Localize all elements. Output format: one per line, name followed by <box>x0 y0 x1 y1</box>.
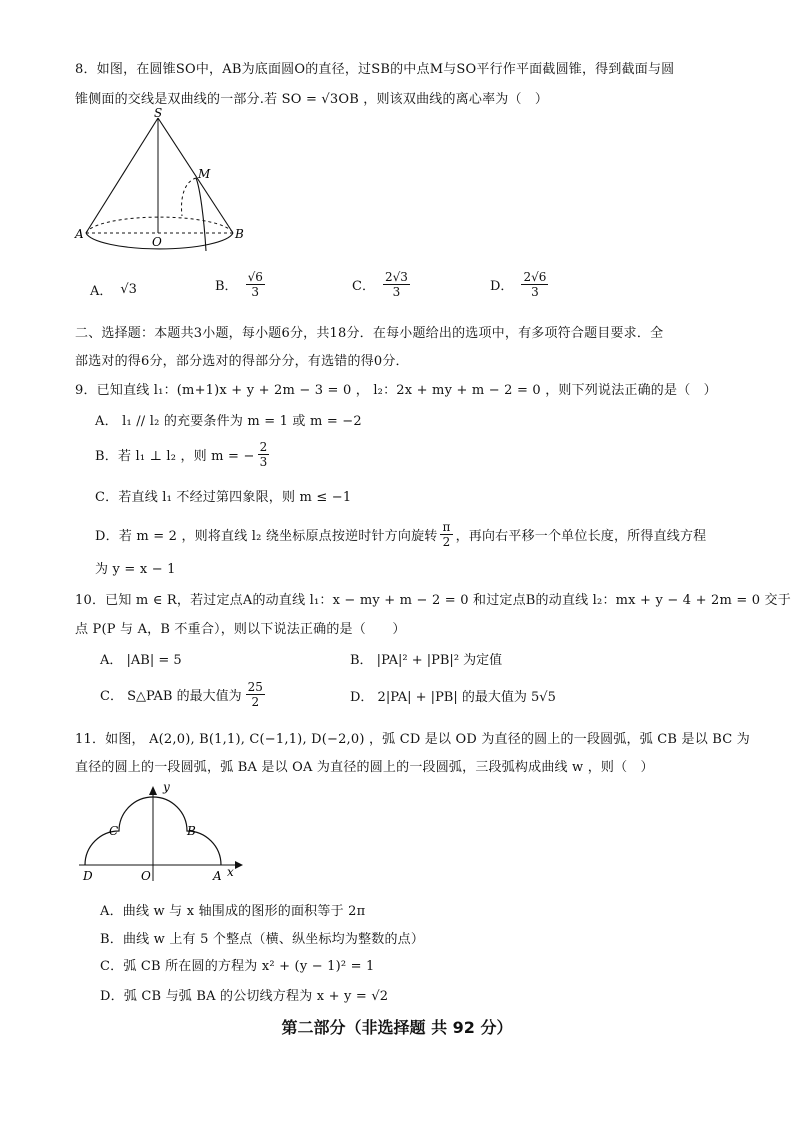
q8-option-c[interactable] <box>352 270 410 299</box>
q11-option-c[interactable]: C．弧 CB 所在圆的方程为 x² + (y − 1)² = 1 <box>100 959 375 974</box>
q11-option-b[interactable]: B．曲线 w 上有 5 个整点（横、纵坐标均为整数的点） <box>100 932 425 947</box>
q8-option-a[interactable] <box>90 280 137 299</box>
q9-option-d[interactable] <box>95 520 706 549</box>
q9-option-b-num: 2 <box>259 440 268 454</box>
q10-options-row1 <box>100 649 660 671</box>
q9-option-a[interactable]: A． l₁ // l₂ 的充要条件为 m = 1 或 m = −2 <box>95 414 362 429</box>
q11-stem-line1: 11．如图， A(2,0), B(1,1), C(−1,1), D(−2,0) ，弧 CD 是以 OD 为直径的圆上的一段圆弧，弧 CB 是以 BC 为 <box>75 732 750 747</box>
label-A: A <box>213 869 222 883</box>
q11-option-d[interactable]: D．弧 CB 与弧 BA 的公切线方程为 x + y = √2 <box>100 989 389 1004</box>
label-B: B <box>187 824 196 838</box>
label-y: y <box>163 783 170 794</box>
q8-option-c-frac <box>383 270 410 299</box>
q10-stem-line1: 10．已知 m ∈ R，若过定点A的动直线 l₁：x − my + m − 2 = 0 和过定点B的动直线 l₂：mx + y − 4 + 2m = 0 交于 <box>75 593 791 608</box>
q10-option-a[interactable]: A． |AB| = 5 <box>100 653 182 668</box>
section2-line1: 二、选择题：本题共3小题，每小题6分，共18分．在每小题给出的选项中，有多项符合题目要求．全 <box>75 326 664 341</box>
q11-stem-line2: 直径的圆上的一段圆弧，弧 BA 是以 OA 为直径的圆上的一段圆弧，三段弧构成曲线 w ，则（ ） <box>75 760 654 775</box>
q8-option-a-value: √3 <box>120 282 137 297</box>
q8-option-c-num: 2√3 <box>384 270 408 284</box>
q8-option-d-letter: D． <box>490 279 514 294</box>
q10-option-c[interactable] <box>100 680 265 709</box>
q10-stem-line2: 点 P(P 与 A，B 不重合），则以下说法正确的是（ ） <box>75 622 406 637</box>
label-O: O <box>152 235 162 249</box>
arcs-figure <box>75 783 245 883</box>
q8-options <box>90 270 690 314</box>
q8-option-c-letter: C． <box>352 279 375 294</box>
q9-option-b-frac <box>258 440 270 469</box>
label-A: A <box>75 227 84 241</box>
q9-option-b[interactable] <box>95 440 269 469</box>
label-B: B <box>235 227 244 241</box>
label-M: M <box>198 167 211 181</box>
cone-side-right <box>158 118 233 233</box>
base-back-arc <box>86 217 233 233</box>
section2-line2: 部选对的得6分，部分选对的得部分分，有选错的得0分． <box>75 354 409 369</box>
q8-option-d-den: 3 <box>531 285 539 299</box>
x-axis-arrow <box>235 861 243 869</box>
q11-option-a[interactable]: A．曲线 w 与 x 轴围成的图形的面积等于 2π <box>100 904 366 919</box>
q8-option-d-num: 2√6 <box>523 270 547 284</box>
label-C: C <box>109 824 119 838</box>
q10-option-c-den: 2 <box>251 695 260 709</box>
y-axis-arrow <box>149 786 157 795</box>
q9-option-d-post: ，再向右平移一个单位长度，所得直线方程 <box>455 529 707 544</box>
label-O: O <box>141 869 151 883</box>
q9-option-c[interactable]: C．若直线 l₁ 不经过第四象限，则 m ≤ −1 <box>95 490 352 505</box>
q9-option-d-den: 2 <box>442 535 451 549</box>
cone-figure <box>72 108 252 258</box>
q8-stem-line1: 8．如图，在圆锥SO中，AB为底面圆O的直径，过SB的中点M与SO平行作平面截圆锥，得到截面与圆 <box>75 62 675 77</box>
q9-option-d-num: π <box>442 520 451 534</box>
hyperbola-hidden <box>182 178 196 216</box>
cone-side-left <box>86 118 158 233</box>
q10-options-row2 <box>100 680 660 710</box>
q10-option-c-text: C． S△PAB 的最大值为 <box>100 689 242 704</box>
q8-option-b-frac <box>246 270 265 299</box>
q8-option-b-den: 3 <box>251 285 260 299</box>
q9-option-d-line2: 为 y = x − 1 <box>95 562 176 577</box>
q10-option-c-frac <box>246 680 265 709</box>
part-two-title: 第二部分（非选择题 共 92 分） <box>281 1018 513 1037</box>
q8-option-d-frac <box>521 270 548 299</box>
q8-option-b-num: √6 <box>247 270 263 284</box>
q9-option-b-den: 3 <box>259 455 268 469</box>
q9-option-d-text: D．若 m = 2 ，则将直线 l₂ 绕坐标原点按逆时针方向旋转 <box>95 529 438 544</box>
q8-option-b[interactable] <box>215 270 265 299</box>
q9-stem: 9．已知直线 l₁：(m+1)x + y + 2m − 3 = 0 ， l₂：2x + my + m − 2 = 0 ，则下列说法正确的是（ ） <box>75 383 717 398</box>
label-x: x <box>227 865 234 879</box>
q8-stem-line2: 锥侧面的交线是双曲线的一部分.若 SO = √3OB ，则该双曲线的离心率为（ ） <box>75 92 549 107</box>
q9-option-b-text: B．若 l₁ ⊥ l₂ ，则 m = − <box>95 449 255 464</box>
q10-option-d[interactable]: D． 2|PA| + |PB| 的最大值为 5√5 <box>350 690 556 705</box>
q8-option-b-letter: B． <box>215 279 238 294</box>
q8-option-c-den: 3 <box>392 285 401 299</box>
q8-option-d[interactable] <box>490 270 548 299</box>
q10-option-c-num: 25 <box>247 680 263 694</box>
label-S: S <box>154 108 163 120</box>
label-D: D <box>83 869 93 883</box>
q8-option-a-letter: A． <box>90 284 113 299</box>
q10-option-b[interactable]: B． |PA|² + |PB|² 为定值 <box>350 653 503 668</box>
q9-option-d-frac <box>440 520 452 549</box>
